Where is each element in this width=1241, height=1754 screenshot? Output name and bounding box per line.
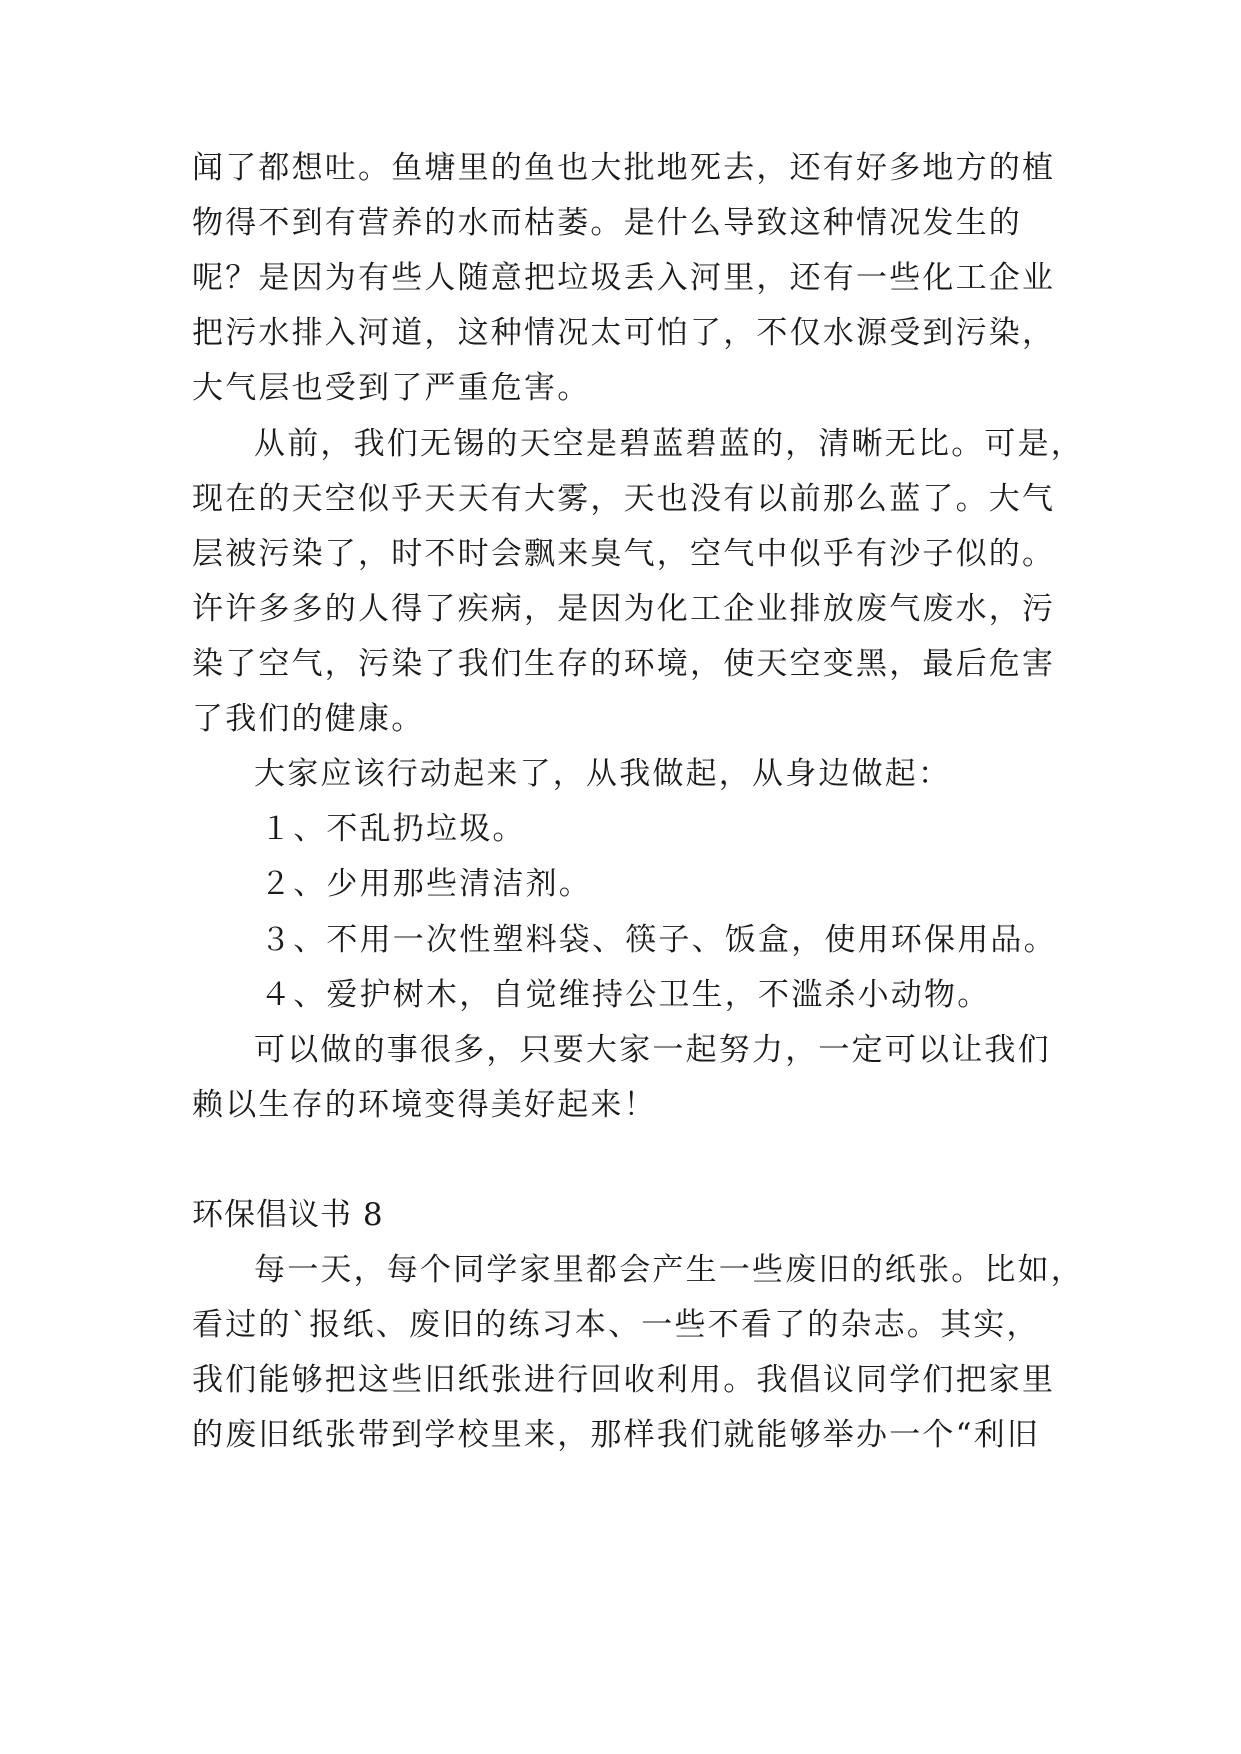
list-item: １、不乱扔垃圾。 (260, 811, 526, 847)
paragraph-line: 我们能够把这些旧纸张进行回收利用。我倡议同学们把家里 (192, 1362, 1056, 1398)
paragraph-line: 大气层也受到了严重危害。 (192, 370, 591, 406)
paragraph-line: 大家应该行动起来了，从我做起，从身边做起： (254, 756, 952, 792)
paragraph-line: 赖以生存的环境变得美好起来！ (192, 1087, 657, 1123)
paragraph-line: 看过的`报纸、废旧的练习本、一些不看了的杂志。其实， (192, 1307, 1040, 1343)
paragraph-line: 可以做的事很多，只要大家一起努力，一定可以让我们 (254, 1032, 1051, 1068)
paragraph-line: 层被污染了，时不时会飘来臭气，空气中似乎有沙子似的。 (192, 536, 1056, 572)
paragraph-line: 每一天，每个同学家里都会产生一些废旧的纸张。比如， (254, 1252, 1084, 1288)
paragraph-line: 染了空气，污染了我们生存的环境，使天空变黑，最后危害 (192, 646, 1056, 682)
paragraph-line: 呢？是因为有些人随意把垃圾丢入河里，还有一些化工企业 (192, 260, 1056, 296)
paragraph-line: 了我们的健康。 (192, 701, 425, 737)
paragraph-line: 闻了都想吐。鱼塘里的鱼也大批地死去，还有好多地方的植 (192, 150, 1056, 186)
section-heading: 环保倡议书 8 (192, 1197, 384, 1233)
paragraph-line: 现在的天空似乎天天有大雾，天也没有以前那么蓝了。大气 (192, 481, 1056, 517)
paragraph-line: 物得不到有营养的水而枯萎。是什么导致这种情况发生的 (192, 205, 1022, 241)
list-item: ４、爱护树木，自觉维持公卫生，不滥杀小动物。 (260, 977, 991, 1013)
paragraph-line: 的废旧纸张带到学校里来，那样我们就能够举办一个“利旧 (192, 1417, 1041, 1453)
paragraph-line: 把污水排入河道，这种情况太可怕了，不仅水源受到污染， (192, 315, 1056, 351)
paragraph-line: 从前，我们无锡的天空是碧蓝碧蓝的，清晰无比。可是， (254, 426, 1084, 462)
list-item: ２、少用那些清洁剂。 (260, 866, 592, 902)
paragraph-line: 许许多多的人得了疾病，是因为化工企业排放废气废水，污 (192, 591, 1056, 627)
list-item: ３、不用一次性塑料袋、筷子、饭盒，使用环保用品。 (260, 922, 1057, 958)
